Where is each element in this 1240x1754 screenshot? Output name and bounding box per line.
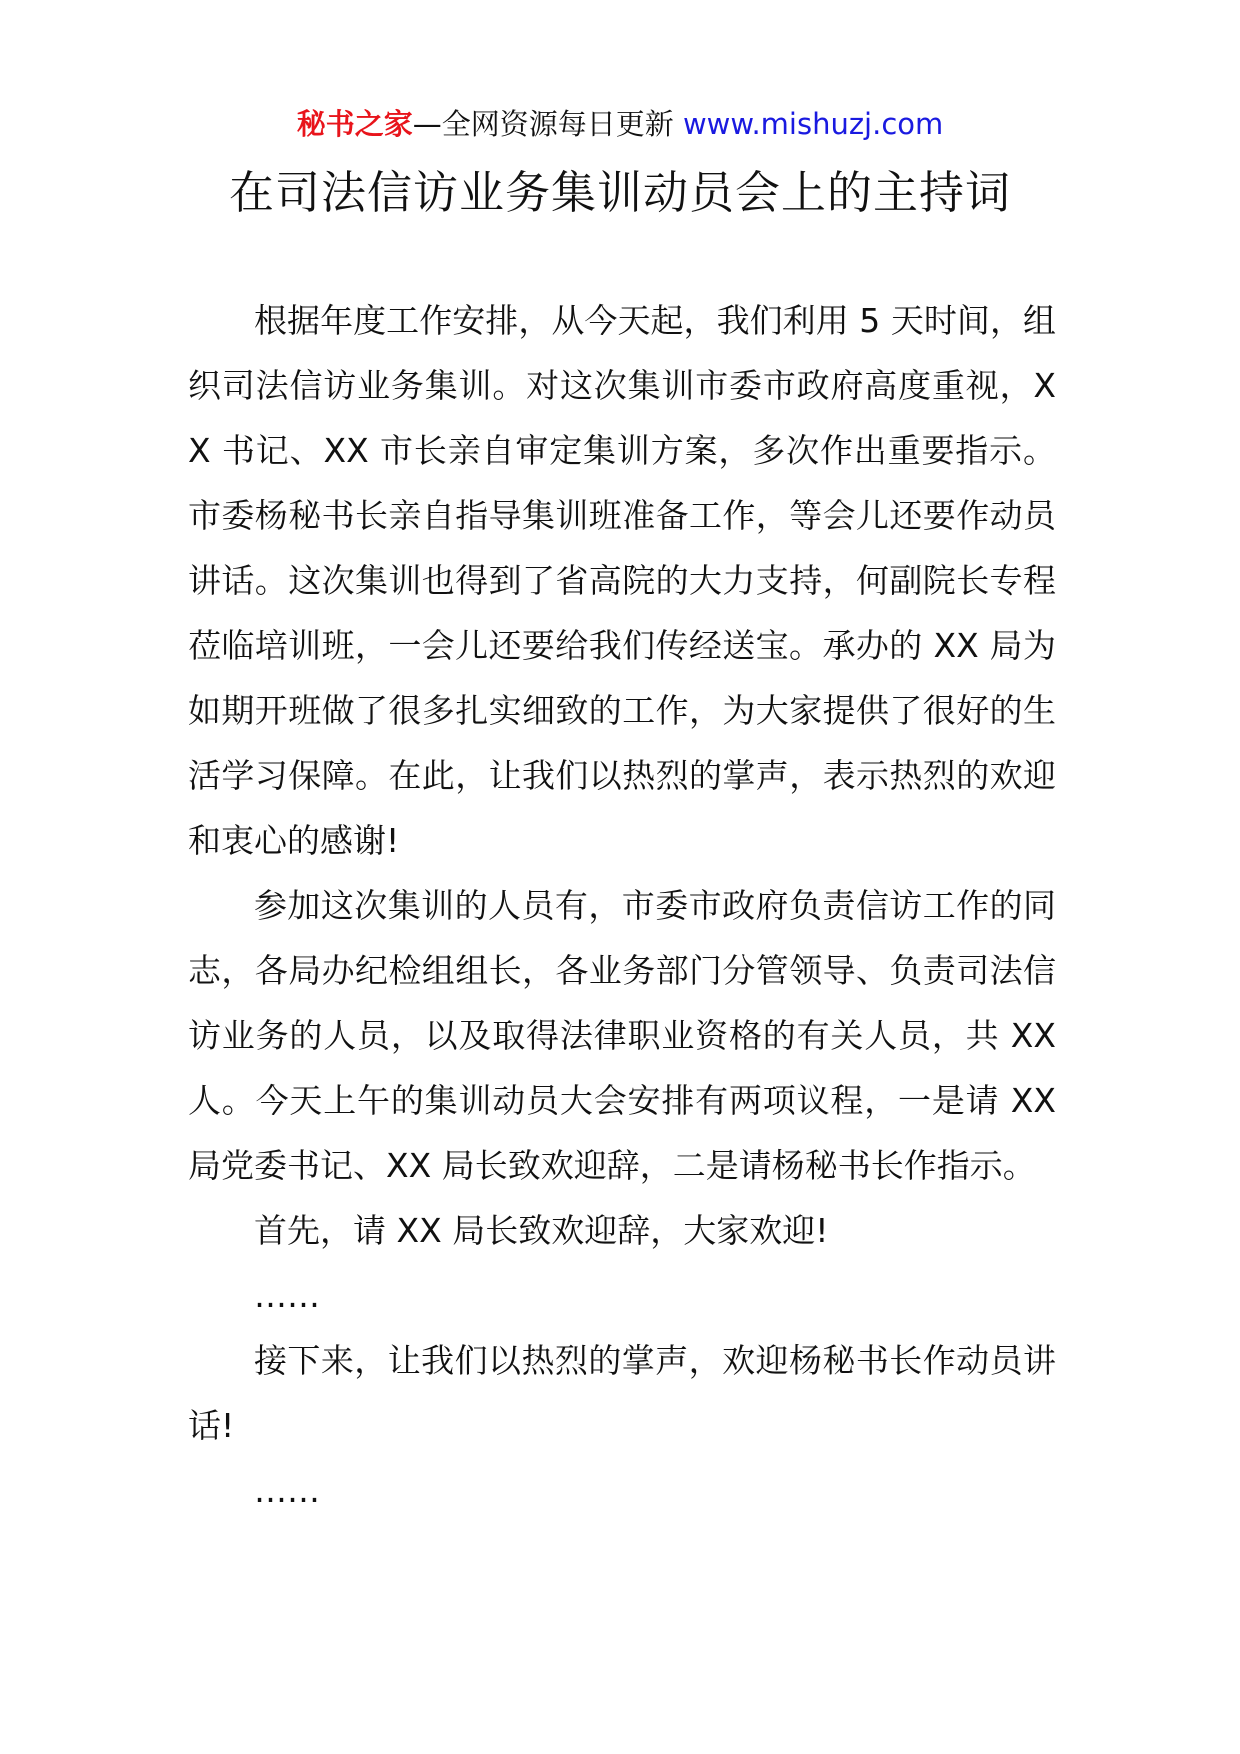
paragraph: 首先，请 XX 局长致欢迎辞，大家欢迎! — [254, 1211, 829, 1250]
site-brand: 秘书之家 — [296, 107, 413, 141]
paragraph: 根据年度工作安排，从今天起，我们利用 5 天时间，组织司法信访业务集训。对这次集训市委市政府高度重视，XX 书记、XX 市长亲自审定集训方案，多次作出重要指示。市委杨秘书长亲自指导集训班准备工作，等会儿还要作动员讲话。这次集训也得到了省高院的大力支持，何副院长专程莅临培训班，一会儿还要给我们传经送宝。承办的 XX 局为如期开班做了很多扎实细致的工作，为大家提供了很好的生活学习保障。在此，让我们以热烈的掌声，表示热烈的欢迎和衷心的感谢! — [188, 301, 1056, 860]
site-url-link[interactable]: www.mishuzj.com — [682, 107, 944, 141]
site-header — [0, 100, 1240, 148]
paragraph: 接下来，让我们以热烈的掌声，欢迎杨秘书长作动员讲话! — [188, 1341, 1056, 1445]
document-body — [188, 288, 1056, 1523]
paragraph: 参加这次集训的人员有，市委市政府负责信访工作的同志，各局办纪检组组长，各业务部门分管领导、负责司法信访业务的人员，以及取得法律职业资格的有关人员，共 XX 人。今天上午的集训动员大会安排有两项议程，一是请 XX 局党委书记、XX 局长致欢迎辞，二是请杨秘书长作指示。 — [188, 886, 1056, 1185]
ellipsis-line: …… — [254, 1276, 320, 1315]
site-slogan: —全网资源每日更新 — [412, 107, 683, 141]
document-title: 在司法信访业务集训动员会上的主持词 — [228, 166, 1011, 219]
ellipsis-line: …… — [254, 1471, 320, 1510]
